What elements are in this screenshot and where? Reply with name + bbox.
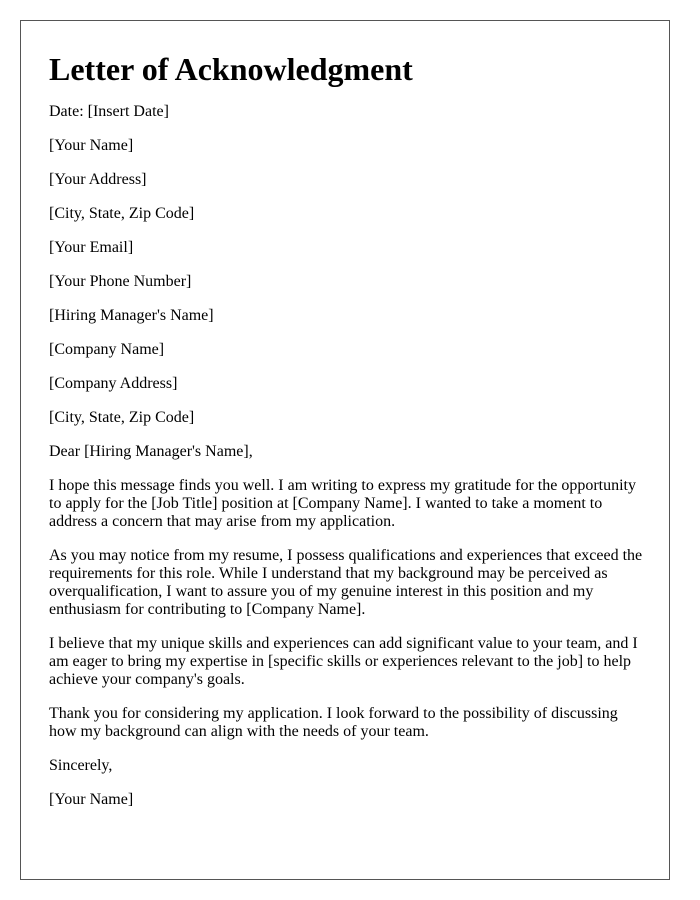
signature: [Your Name] xyxy=(49,791,134,809)
body-paragraph: As you may notice from my resume, I possess qualifications and experiences that exceed the requirements for this role. While I understand that my background may be perceived as overqualification, I want to assure you of my genuine interest in this position and my enthusiasm for contributing to [Company Name]. xyxy=(49,547,643,619)
letter-container xyxy=(20,20,670,880)
sender-address: [Your Address] xyxy=(49,171,147,189)
closing: Sincerely, xyxy=(49,757,113,775)
letter-title: Letter of Acknowledgment xyxy=(49,51,413,87)
sender-phone: [Your Phone Number] xyxy=(49,273,192,291)
recipient-company-name: [Company Name] xyxy=(49,341,165,359)
sender-name: [Your Name] xyxy=(49,137,134,155)
letter-date: Date: [Insert Date] xyxy=(49,103,169,121)
body-paragraph: I believe that my unique skills and experiences can add significant value to your team, and I am eager to bring my expertise in [specific skills or experiences relevant to the job] to help achieve your company's goals. xyxy=(49,635,638,689)
recipient-manager-name: [Hiring Manager's Name] xyxy=(49,307,214,325)
body-paragraph: Thank you for considering my application. I look forward to the possibility of discussing how my background can align with the needs of your team. xyxy=(49,705,618,741)
recipient-city-state-zip: [City, State, Zip Code] xyxy=(49,409,195,427)
body-paragraph: I hope this message finds you well. I am writing to express my gratitude for the opportunity to apply for the [Job Title] position at [Company Name]. I wanted to take a moment to address a concern that may arise from my application. xyxy=(49,477,636,531)
sender-city-state-zip: [City, State, Zip Code] xyxy=(49,205,195,223)
recipient-company-address: [Company Address] xyxy=(49,375,178,393)
salutation: Dear [Hiring Manager's Name], xyxy=(49,443,253,461)
sender-email: [Your Email] xyxy=(49,239,134,257)
